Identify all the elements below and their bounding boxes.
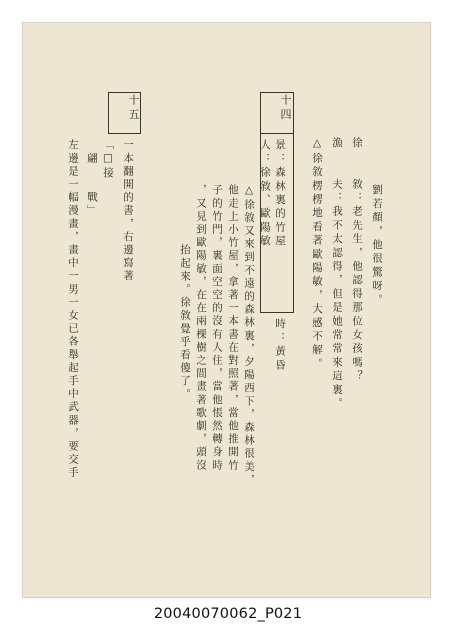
scene-15-title-line-2: 翩 戰」: [86, 139, 98, 218]
scene-14-rule-top: [260, 92, 294, 93]
scene-15-number: 十五: [127, 94, 140, 123]
document-page: [22, 22, 431, 598]
scene-14-stage-direction-2: 他走上小竹屋，拿著一本書在對照著，當他推開竹: [227, 184, 239, 473]
scene-14-line-2: 徐 敘：老先生，他認得那位女孩嗎？: [351, 137, 363, 384]
scene-14-characters: 人：徐敘、歐陽敏: [259, 139, 271, 249]
scene-15-rule-top: [108, 92, 141, 93]
scene-14-stage-direction-4: ，又見到歐陽敏，在在兩棵樹之間畫著歌劇，頭沒: [195, 184, 207, 473]
scene-14-rule-mid: [260, 133, 294, 134]
scene-14-line-3: 漁 夫：我不太認得，但是她常常來這裏。: [331, 137, 343, 411]
scene-14-rule-right: [293, 92, 294, 313]
scene-14-stage-direction-1: △徐敘又來到不遠的森林裏，夕陽西下，森林很美，: [243, 184, 255, 487]
scene-14-line-4: △徐敘楞楞地看著歐陽敏，大感不解。: [311, 137, 323, 372]
scene-14-number: 十四: [279, 94, 292, 123]
scene-14-time: 時：黃昏: [274, 318, 286, 373]
image-caption: 20040070062_P021: [153, 606, 303, 622]
scene-15-rule-right: [140, 92, 141, 133]
scene-15-opening: 一本翻開的書，右邊寫著: [122, 139, 134, 284]
scene-14-rule-bottom: [260, 312, 294, 313]
scene-14-stage-direction-3: 子的竹門，裏面空空的沒有人住，當他悵然轉身時: [211, 184, 223, 473]
scene-15-caption-text: 左邊是一幅漫畫，畫中一男一女已各舉起手中武器，要交手: [67, 139, 79, 480]
scene-14-location: 景：森林裏的竹屋: [274, 139, 286, 249]
scene-14-stage-direction-5: 抬起來。徐敘覺乎看傻了。: [179, 244, 191, 402]
scene-15-rule-mid: [108, 133, 141, 134]
scene-15-title-line-1: 「□接: [102, 139, 114, 180]
scene-15-rule-left: [108, 92, 109, 133]
scene-14-line-1: 劉若顏，他很驚呀。: [371, 184, 383, 308]
